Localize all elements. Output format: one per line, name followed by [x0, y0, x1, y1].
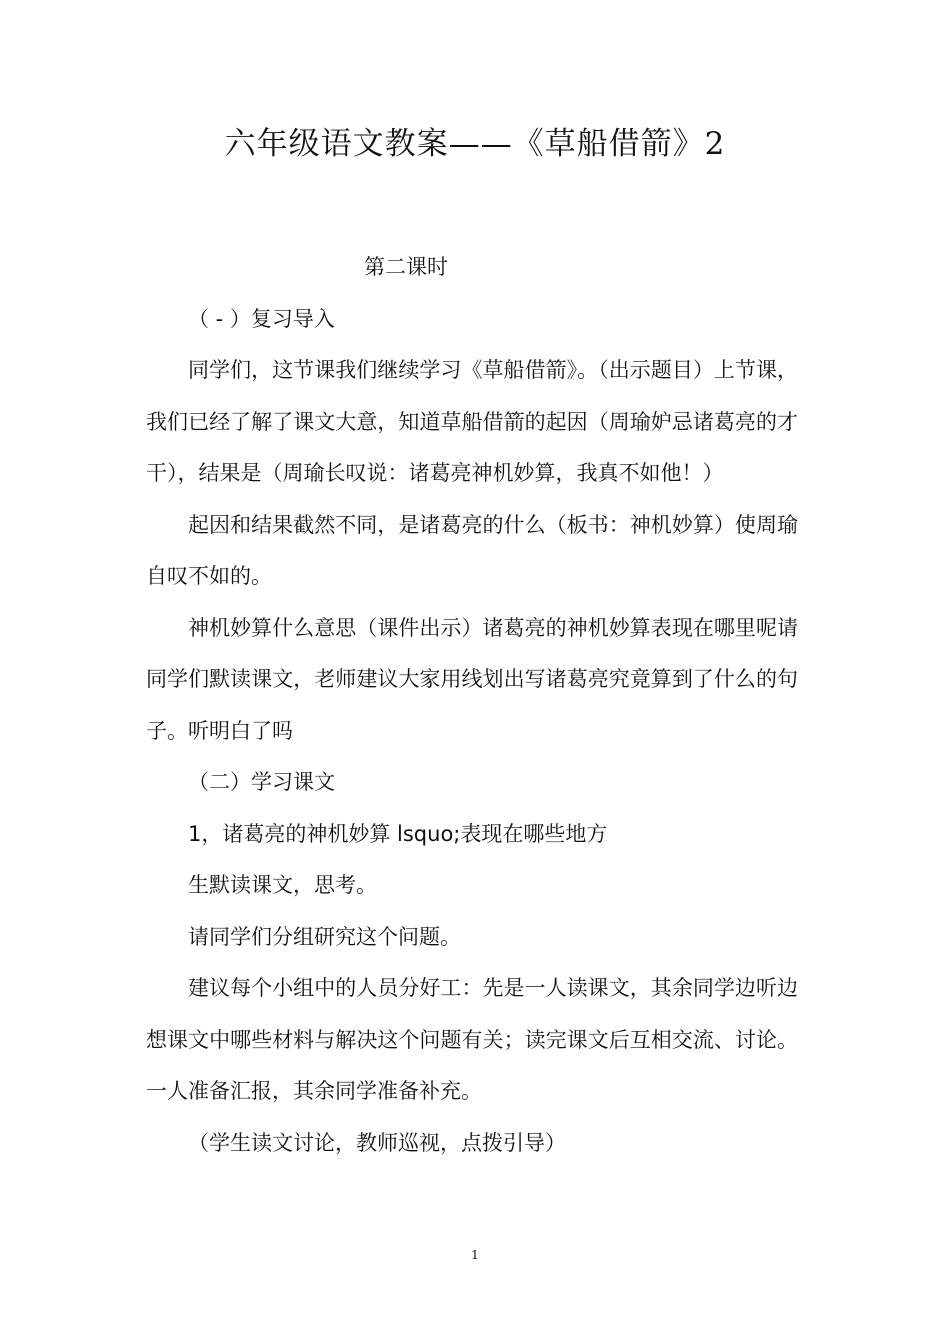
paragraph: 1，诸葛亮的神机妙算 lsquo;表现在哪些地方 [188, 821, 608, 846]
document-body [146, 242, 798, 1169]
page-number: 1 [471, 1248, 479, 1262]
paragraph: 起因和结果截然不同，是诸葛亮的什么（板书：神机妙算）使周瑜自叹不如的。 [146, 512, 798, 588]
paragraph: 请同学们分组研究这个问题。 [188, 924, 461, 949]
section-heading-review: （ - ）复习导入 [188, 306, 335, 331]
paragraph: 建议每个小组中的人员分好工：先是一人读课文，其余同学边听边想课文中哪些材料与解决这个问题有关；读完课文后互相交流、讨论。一人准备汇报，其余同学准备补充。 [146, 976, 798, 1103]
paragraph: 同学们，这节课我们继续学习《草船借箭》。（出示题目）上节课，我们已经了解了课文大意，知道草船借箭的起因（周瑜妒忌诸葛亮的才干），结果是（周瑜长叹说：诸葛亮神机妙算，我真不如他！） [146, 358, 798, 485]
paragraph: 神机妙算什么意思（课件出示）诸葛亮的神机妙算表现在哪里呢请同学们默读课文，老师建议大家用线划出写诸葛亮究竟算到了什么的句子。听明白了吗 [146, 615, 798, 743]
paragraph: （学生读文讨论，教师巡视，点拨引导） [188, 1130, 566, 1155]
document-title: 六年级语文教案——《草船借箭》2 [224, 126, 726, 162]
section-heading-study: （二）学习课文 [188, 770, 335, 794]
lesson-period-heading: 第二课时 [364, 255, 448, 279]
paragraph: 生默读课文，思考。 [188, 873, 377, 897]
